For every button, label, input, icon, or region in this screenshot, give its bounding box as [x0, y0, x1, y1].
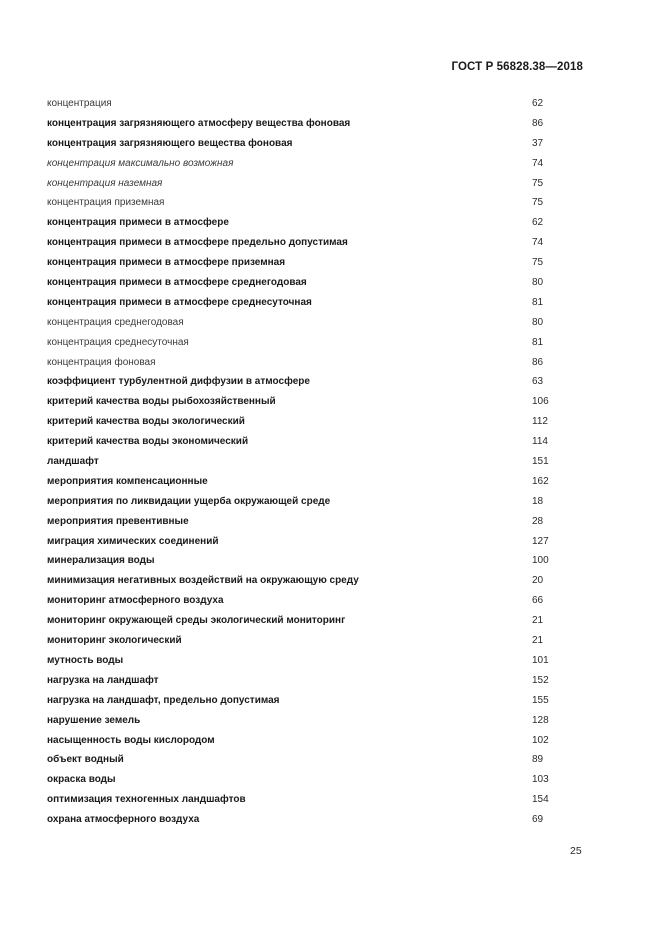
index-page-ref: 21	[532, 615, 544, 627]
index-page-ref: 106	[532, 396, 549, 408]
index-term: минимизация негативных воздействий на окружающую среду	[47, 575, 359, 587]
index-page-ref: 18	[532, 495, 544, 507]
index-entry	[47, 293, 547, 313]
index-entry	[47, 512, 547, 532]
index-page-ref: 81	[532, 296, 544, 308]
index-page-ref: 62	[532, 98, 544, 109]
index-entry	[47, 193, 547, 213]
index-term: объект водный	[47, 754, 124, 766]
index-page-ref: 154	[532, 794, 549, 806]
index-page-ref: 74	[532, 237, 544, 249]
index-term: охрана атмосферного воздуха	[47, 814, 200, 826]
index-term: нагрузка на ландшафт, предельно допустимая	[47, 694, 280, 706]
index-entry	[47, 810, 547, 830]
index-page-ref: 102	[532, 734, 549, 746]
index-entry	[47, 671, 547, 691]
index-term: концентрация загрязняющего атмосферу вещества фоновая	[47, 117, 351, 129]
index-entry	[47, 372, 547, 392]
index-page-ref: 101	[532, 654, 549, 666]
index-page-ref: 74	[532, 157, 544, 169]
index-entry	[47, 134, 547, 154]
index-entry	[47, 591, 547, 611]
index-page-ref: 20	[532, 575, 544, 587]
index-term: нарушение земель	[47, 714, 141, 726]
index-page-ref: 89	[532, 754, 544, 766]
index-page-ref: 100	[532, 555, 549, 567]
index-entry	[47, 392, 547, 412]
index-page-ref: 75	[532, 177, 544, 189]
index-term: концентрация примеси в атмосфере предельно допустимая	[47, 237, 348, 249]
index-page-ref: 66	[532, 595, 544, 607]
index-page-ref: 62	[532, 217, 544, 229]
index-entry	[47, 532, 547, 552]
index-page-ref: 128	[532, 714, 549, 726]
index-entry	[47, 253, 547, 273]
index-term: критерий качества воды экологический	[47, 416, 245, 428]
index-term: концентрация приземная	[47, 197, 165, 209]
index-page-ref: 21	[532, 635, 544, 647]
index-page-ref: 127	[532, 535, 549, 547]
index-entry	[47, 94, 547, 114]
index-term: мониторинг атмосферного воздуха	[47, 595, 224, 607]
index-entry	[47, 691, 547, 711]
index-entry	[47, 313, 547, 333]
index-term: насыщенность воды кислородом	[47, 734, 215, 746]
index-term: критерий качества воды рыбохозяйственный	[47, 396, 276, 408]
index-page-ref: 28	[532, 515, 544, 527]
index-term: концентрация максимально возможная	[47, 157, 234, 169]
index-entry	[47, 651, 547, 671]
index-entry	[47, 750, 547, 770]
page-number: 25	[570, 845, 582, 857]
index-entry	[47, 790, 547, 810]
index-entry	[47, 432, 547, 452]
index-term: мониторинг окружающей среды экологический мониторинг	[47, 615, 346, 627]
index-term: ландшафт	[47, 456, 99, 468]
index-term: концентрация примеси в атмосфере среднегодовая	[47, 277, 307, 289]
index-term: коэффициент турбулентной диффузии в атмосфере	[47, 376, 310, 388]
index-entry	[47, 770, 547, 790]
index-entry	[47, 333, 547, 353]
index-term: нагрузка на ландшафт	[47, 674, 159, 686]
index-page-ref: 81	[532, 336, 544, 348]
index-page-ref: 75	[532, 197, 544, 209]
index-entry	[47, 412, 547, 432]
index-page-ref: 80	[532, 316, 544, 328]
index-entry	[47, 353, 547, 373]
index-entry	[47, 213, 547, 233]
index-term: концентрация наземная	[47, 177, 163, 189]
index-term: концентрация	[47, 98, 112, 109]
index-term: концентрация примеси в атмосфере	[47, 217, 229, 229]
index-entry	[47, 452, 547, 472]
index-page-ref: 151	[532, 456, 549, 468]
index-term: миграция химических соединений	[47, 535, 219, 547]
index-term: концентрация среднесуточная	[47, 336, 189, 348]
index-term: оптимизация техногенных ландшафтов	[47, 794, 246, 806]
index-term: концентрация фоновая	[47, 356, 156, 368]
index-page-ref: 86	[532, 117, 544, 129]
index-page-ref: 112	[532, 416, 548, 428]
index-page-ref: 103	[532, 774, 549, 786]
index-term: минерализация воды	[47, 555, 155, 567]
index-entry	[47, 154, 547, 174]
index-entry	[47, 631, 547, 651]
index-term: концентрация среднегодовая	[47, 316, 184, 328]
index-page-ref: 155	[532, 694, 549, 706]
index-term: мониторинг экологический	[47, 635, 182, 647]
index-page-ref: 152	[532, 674, 549, 686]
index-entry	[47, 611, 547, 631]
index-term: концентрация загрязняющего вещества фоновая	[47, 137, 293, 149]
index-page-ref: 63	[532, 376, 544, 388]
index-page-ref: 86	[532, 356, 544, 368]
index-term: мероприятия компенсационные	[47, 475, 208, 487]
index-term: концентрация примеси в атмосфере приземная	[47, 257, 286, 269]
index-term: мероприятия по ликвидации ущерба окружающей среде	[47, 495, 331, 507]
index-entry	[47, 233, 547, 253]
index-term: мероприятия превентивные	[47, 515, 189, 527]
index-page-ref: 162	[532, 475, 549, 487]
index-term: концентрация примеси в атмосфере среднесуточная	[47, 296, 312, 308]
index-page-ref: 37	[532, 137, 544, 149]
index-entry	[47, 472, 547, 492]
index-term: критерий качества воды экономический	[47, 436, 249, 448]
index-entry	[47, 711, 547, 731]
index-page-ref: 69	[532, 814, 544, 826]
index-entry	[47, 731, 547, 751]
index-page-ref: 114	[532, 436, 548, 448]
index-page-ref: 75	[532, 257, 544, 269]
document-code: ГОСТ Р 56828.38—2018	[451, 61, 583, 73]
index-term: окраска воды	[47, 774, 116, 786]
index-term: мутность воды	[47, 654, 124, 666]
index-entry	[47, 273, 547, 293]
index-entry	[47, 174, 547, 194]
index-entry	[47, 571, 547, 591]
index-page-ref: 80	[532, 277, 544, 289]
index-entry	[47, 114, 547, 134]
index-entry	[47, 492, 547, 512]
index-entry	[47, 551, 547, 571]
subject-index	[47, 94, 547, 830]
